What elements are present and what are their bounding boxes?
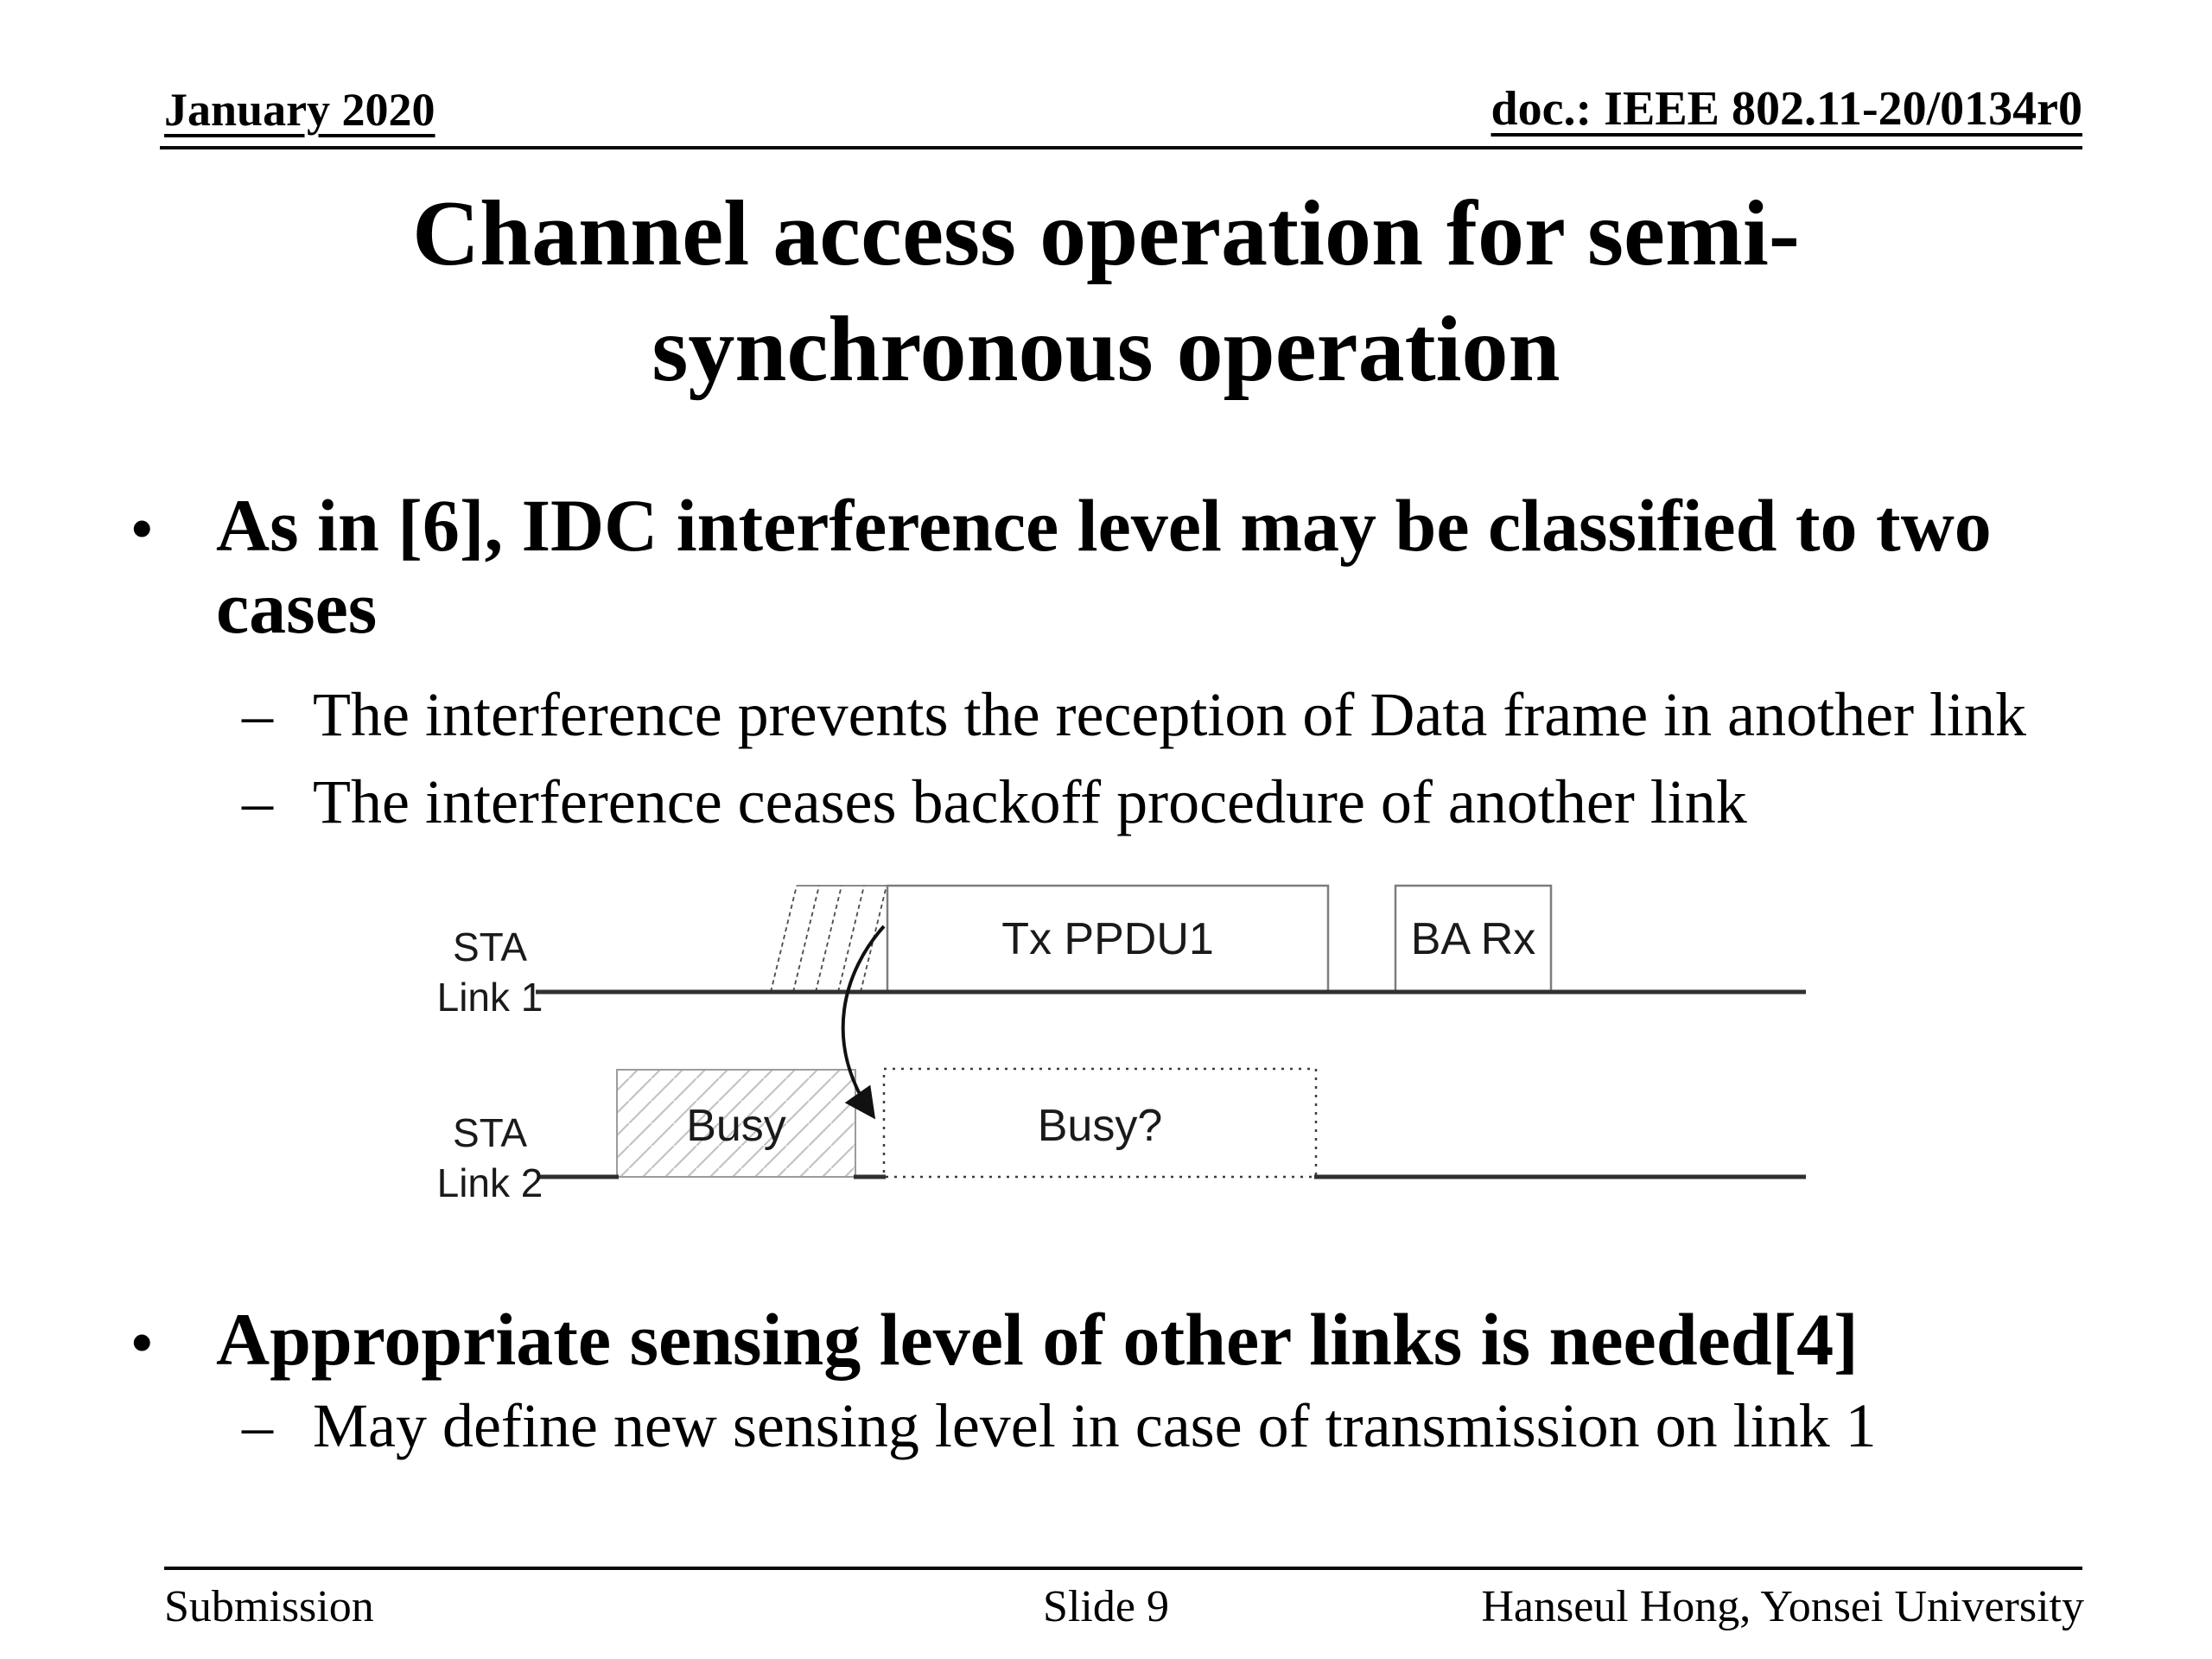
header-doc-number: doc.: IEEE 802.11-20/0134r0: [1491, 82, 2082, 136]
sub-bullet-3-text: May define new sensing level in case of transmission on link 1: [313, 1391, 1877, 1460]
bullet1-line1: As in [6], IDC interference level may be classified to two: [216, 484, 1992, 567]
sub-bullet-1-dash: –: [242, 680, 273, 749]
sub-bullet-3-dash: –: [242, 1391, 273, 1460]
sub-bullet-3: [242, 1390, 1877, 1462]
backoff-hatch: [771, 886, 887, 992]
bullet1-marker: •: [131, 496, 153, 563]
footer-slide-number: Slide 9: [1043, 1582, 1169, 1631]
link2-sta-label: STA: [452, 1110, 528, 1155]
bullet2-marker: •: [131, 1310, 153, 1376]
link2-name-label: Link 2: [436, 1160, 543, 1205]
busy-label: Busy: [686, 1101, 786, 1151]
link1-name-label: Link 1: [436, 975, 543, 1020]
footer-rule: [164, 1567, 2082, 1570]
sub-bullet-2-text: The interference ceases backoff procedure of another link: [313, 767, 1747, 836]
footer-author: Hanseul Hong, Yonsei University: [1481, 1582, 2084, 1631]
header-date: January 2020: [164, 84, 435, 136]
tx-ppdu1-label: Tx PPDU1: [1001, 914, 1214, 964]
sub-bullet-1-text: The interference prevents the reception of Data frame in another link: [313, 680, 2027, 749]
slide-title-line2: synchronous operation: [652, 297, 1560, 401]
bullet2-text: Appropriate sensing level of other links is needed[4]: [216, 1298, 1859, 1381]
busy-question-label: Busy?: [1037, 1101, 1163, 1151]
sub-bullet-2-dash: –: [242, 767, 273, 836]
footer-submission: Submission: [164, 1582, 374, 1631]
bullet1-line2: cases: [216, 566, 378, 650]
ba-rx-label: BA Rx: [1410, 914, 1536, 964]
link1-sta-label: STA: [452, 925, 528, 969]
slide-title-line1: Channel access operation for semi-: [412, 182, 1800, 285]
